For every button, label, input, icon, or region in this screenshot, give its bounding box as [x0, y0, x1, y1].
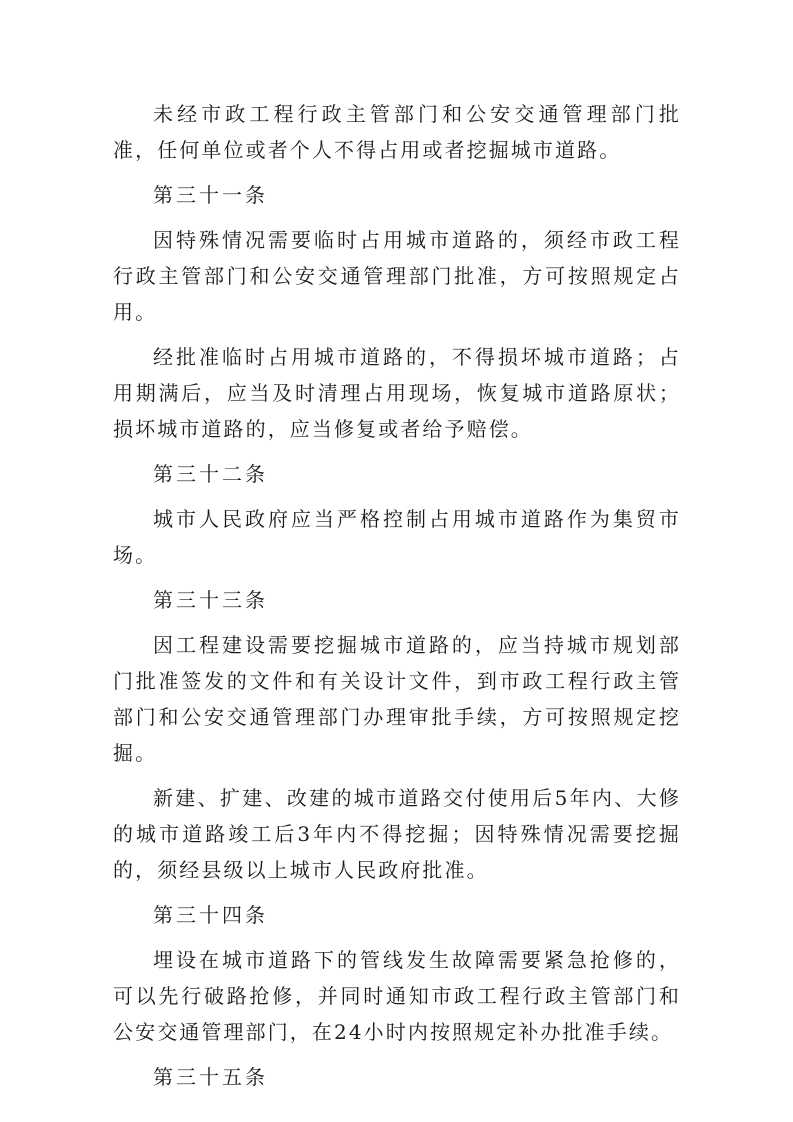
paragraph: 城市人民政府应当严格控制占用城市道路作为集贸市场。	[113, 507, 681, 567]
paragraph: 未经市政工程行政主管部门和公安交通管理部门批准，任何单位或者个人不得占用或者挖掘城市道路。	[113, 102, 681, 162]
article-heading: 第三十二条	[153, 462, 268, 486]
paragraph: 因特殊情况需要临时占用城市道路的，须经市政工程行政主管部门和公安交通管理部门批准，方可按照规定占用。	[113, 228, 681, 324]
article-heading: 第三十五条	[153, 1065, 268, 1089]
document-body	[113, 96, 681, 1104]
article-heading: 第三十四条	[153, 903, 268, 927]
article-heading: 第三十三条	[153, 588, 268, 612]
paragraph: 因工程建设需要挖掘城市道路的，应当持城市规划部门批准签发的文件和有关设计文件，到市政工程行政主管部门和公安交通管理部门办理审批手续，方可按照规定挖掘。	[113, 633, 681, 765]
article-heading: 第三十一条	[153, 183, 268, 207]
paragraph: 埋设在城市道路下的管线发生故障需要紧急抢修的，可以先行破路抢修，并同时通知市政工程行政主管部门和公安交通管理部门，在24小时内按照规定补办批准手续。	[113, 948, 681, 1044]
paragraph: 经批准临时占用城市道路的，不得损坏城市道路；占用期满后，应当及时清理占用现场，恢复城市道路原状；损坏城市道路的，应当修复或者给予赔偿。	[113, 345, 681, 441]
paragraph: 新建、扩建、改建的城市道路交付使用后5年内、大修的城市道路竣工后3年内不得挖掘；因特殊情况需要挖掘的，须经县级以上城市人民政府批准。	[113, 786, 681, 882]
